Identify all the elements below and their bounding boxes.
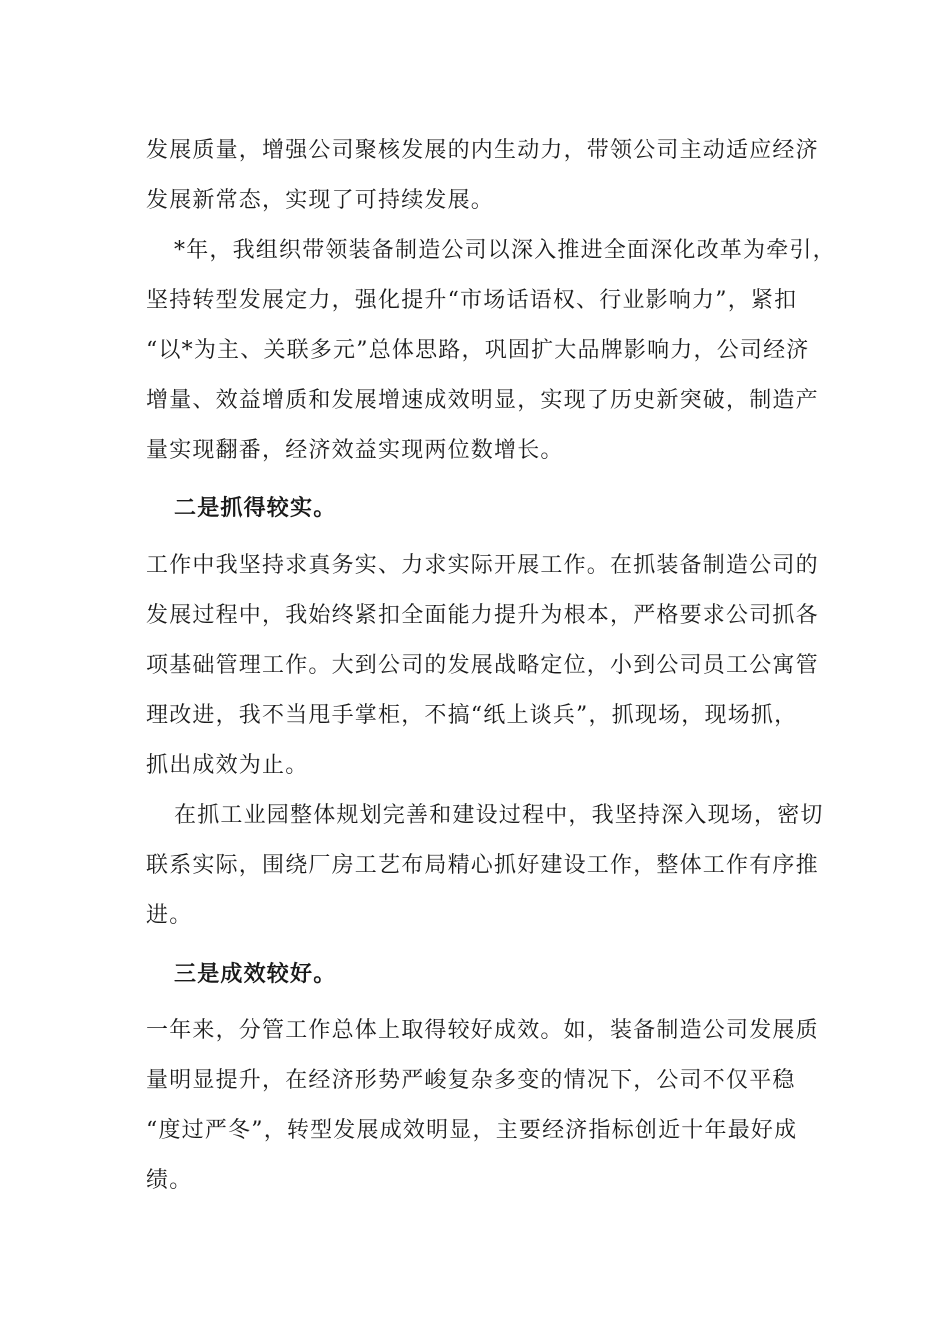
text-line: 抓出成效为止。 [146,753,309,778]
text-line: 一年来，分管工作总体上取得较好成效。如，装备制造公司发展质 [146,1018,819,1043]
section-heading: 二是抓得较实。 [174,495,337,521]
text-line: 量明显提升，在经济形势严峻复杂多变的情况下，公司不仅平稳 [146,1068,796,1093]
text-line: 联系实际，围绕厂房工艺布局精心抓好建设工作，整体工作有序推 [146,853,819,878]
text-line: 发展过程中，我始终紧扣全面能力提升为根本，严格要求公司抓各 [146,603,819,628]
text-line: 发展新常态，实现了可持续发展。 [146,188,495,213]
text-line: 量实现翻番，经济效益实现两位数增长。 [146,438,564,463]
text-line: 增量、效益增质和发展增速成效明显，实现了历史新突破，制造产 [146,388,819,413]
paragraph-start-line: *年，我组织带领装备制造公司以深入推进全面深化改革为牵引， [174,238,836,263]
text-line: 工作中我坚持求真务实、力求实际开展工作。在抓装备制造公司的 [146,553,819,578]
text-line: 进。 [146,903,193,928]
text-line: “以*为主、关联多元”总体思路，巩固扩大品牌影响力，公司经济 [146,338,810,363]
text-line: 坚持转型发展定力，强化提升“市场话语权、行业影响力”，紧扣 [146,288,798,313]
text-line: “度过严冬”，转型发展成效明显，主要经济指标创近十年最好成 [146,1118,798,1143]
text-line: 发展质量，增强公司聚核发展的内生动力，带领公司主动适应经济 [146,138,819,163]
text-line: 绩。 [146,1168,193,1193]
paragraph-start-line: 在抓工业园整体规划完善和建设过程中，我坚持深入现场，密切 [174,803,824,828]
text-line: 理改进，我不当甩手掌柜，不搞“纸上谈兵”，抓现场，现场抓， [146,703,798,728]
text-line: 项基础管理工作。大到公司的发展战略定位，小到公司员工公寓管 [146,653,819,678]
section-heading: 三是成效较好。 [174,961,337,987]
